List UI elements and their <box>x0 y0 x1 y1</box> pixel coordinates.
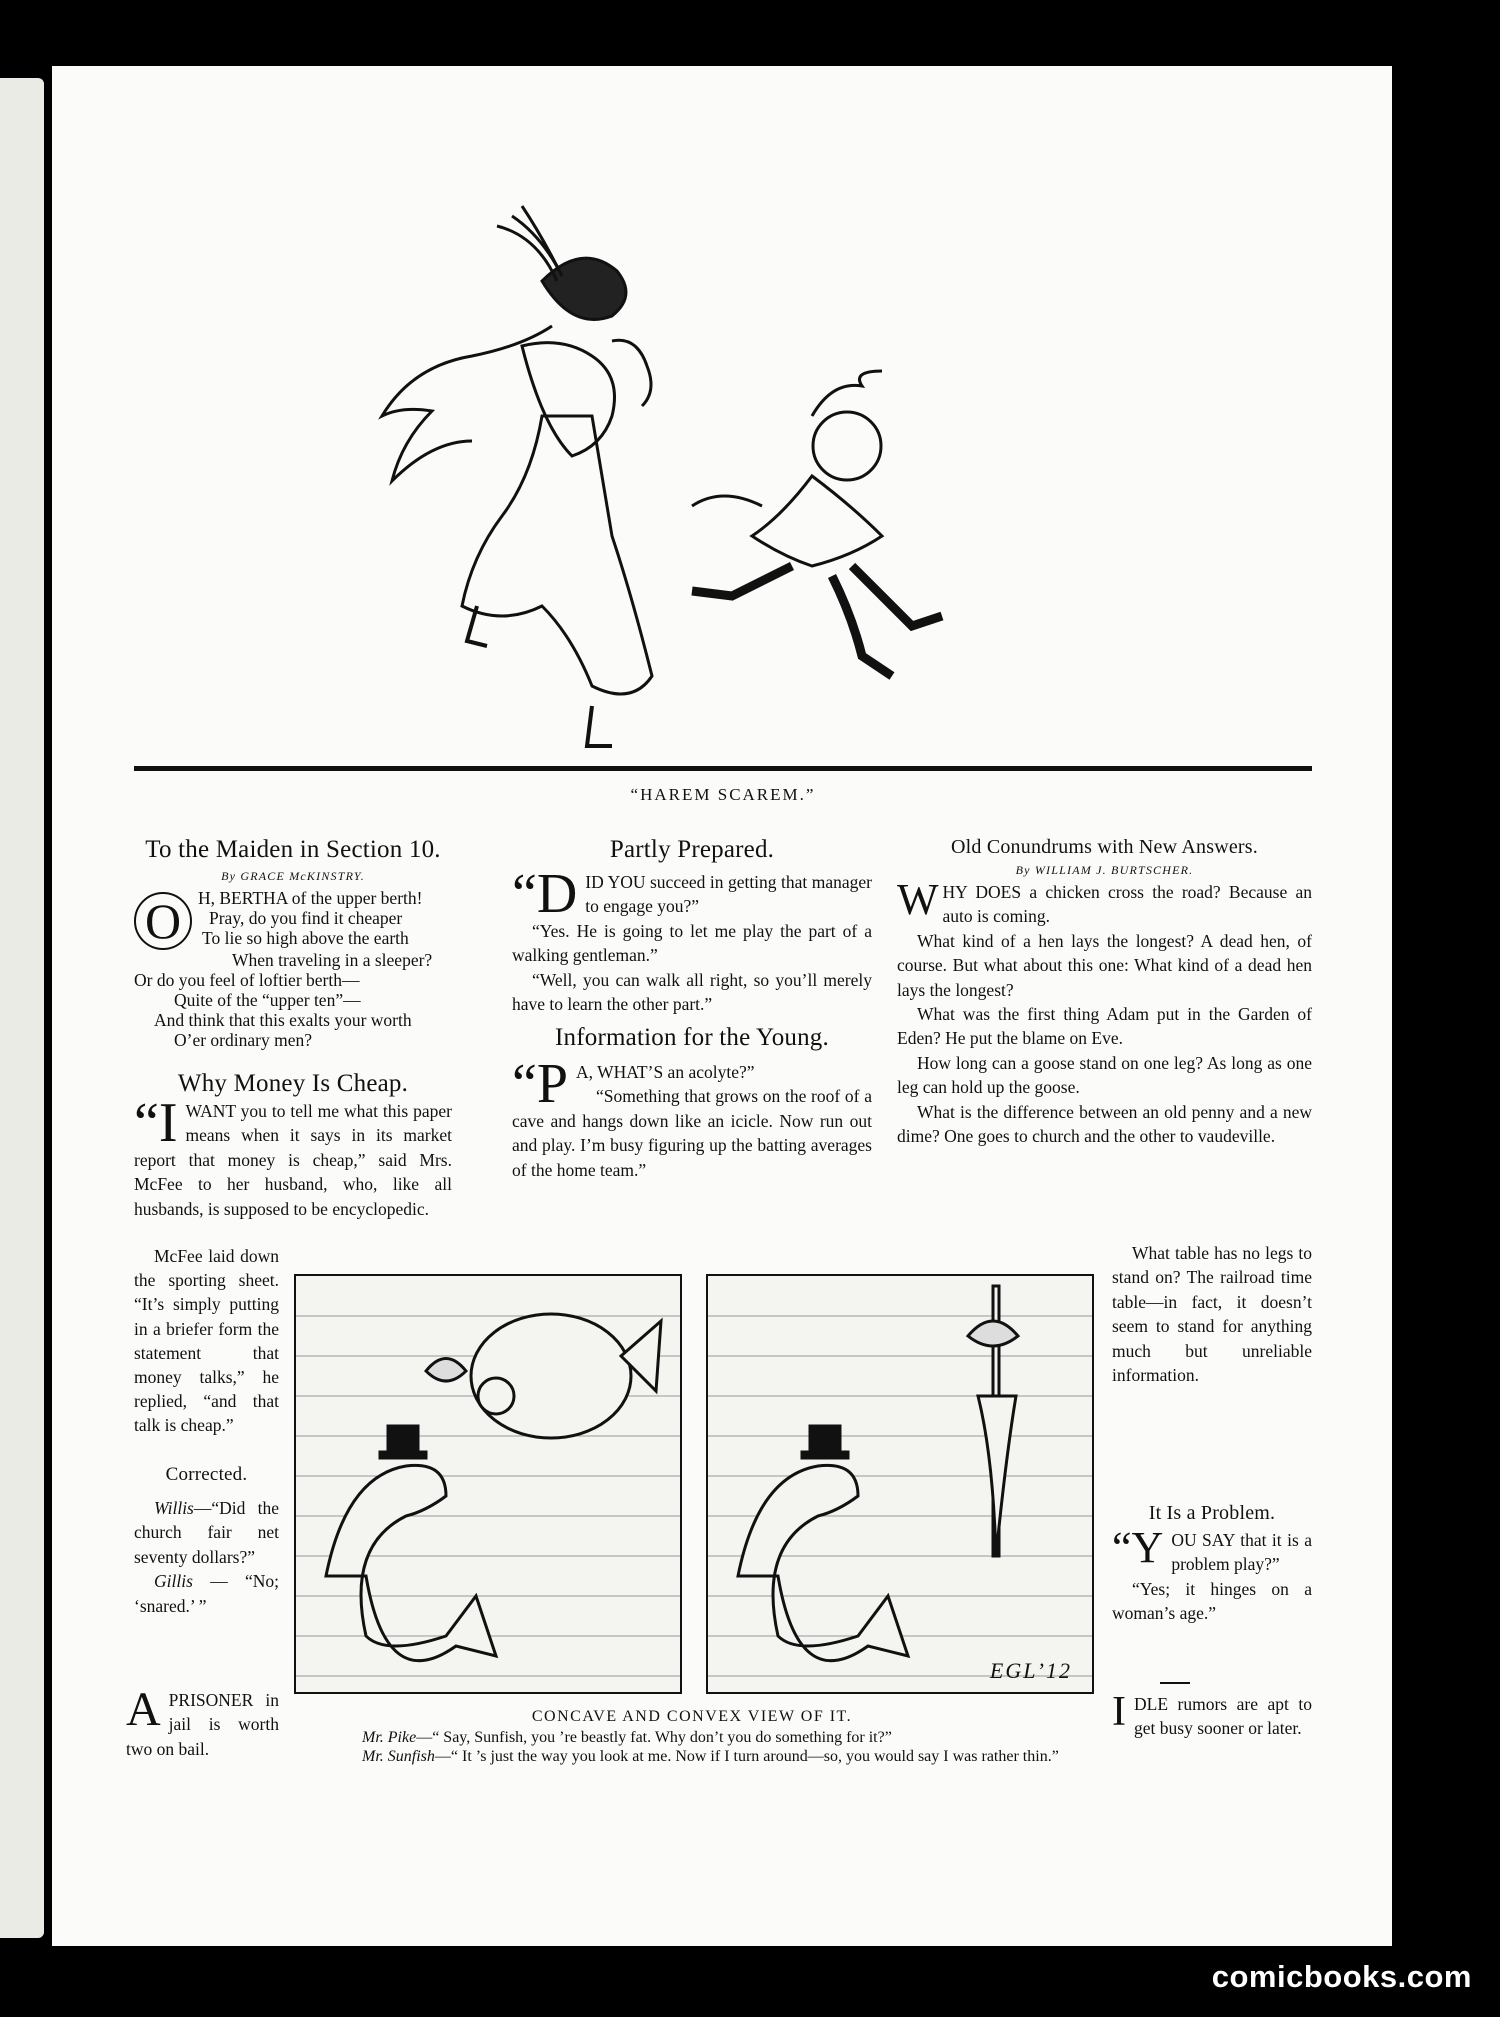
conundrums-byline: By WILLIAM J. BURTSCHER. <box>1015 863 1194 877</box>
prisoner-dropcap: A <box>126 1683 161 1736</box>
conundrums-dropcap: W <box>897 875 939 924</box>
money-paragraph: WANT you to tell me what this paper means when it says in its market report that money is cheap,” said Mrs. McFee to her husband, who, like all husbands, is supposed to be encyclopedic. <box>134 1101 452 1219</box>
verse-line: Or do you feel of loftier berth— <box>134 970 360 990</box>
section-divider <box>1160 1682 1190 1684</box>
fish-caption-title: CONCAVE AND CONVEX VIEW OF IT. <box>531 1708 853 1725</box>
speaker: Willis <box>154 1498 194 1518</box>
idle-article <box>1112 1689 1312 1741</box>
corrected-title: Corrected. <box>165 1464 248 1485</box>
dialogue: —“ It ’s just the way you look at me. Now if I turn around—so, you would say I was rather thin.” <box>434 1748 1059 1765</box>
dialogue: —“ Say, Sunfish, you ’re beastly fat. Why don’t you do something for it?” <box>416 1729 892 1746</box>
problem-title: It Is a Problem. <box>1148 1502 1276 1524</box>
facing-page-edge <box>0 78 44 1938</box>
conundrums-title: Old Conundrums with New Answers. <box>951 836 1258 858</box>
problem-dropcap: “Y <box>1112 1523 1164 1572</box>
info-paragraph: “Something that grows on the roof of a cave and hangs down like an icicle. Now run out and play. I’m busy figuring up the batting averages of the home team.” <box>512 1086 872 1180</box>
conundrums-article-cont <box>1112 1241 1312 1387</box>
watermark: comicbooks.com <box>1211 1959 1472 1994</box>
artist-signature: EGL’12 <box>989 1658 1072 1683</box>
money-article-cont <box>134 1244 279 1438</box>
money-title: Why Money Is Cheap. <box>177 1070 409 1097</box>
ground-rule <box>134 766 1312 771</box>
info-dropcap: “P <box>512 1053 568 1115</box>
partly-title: Partly Prepared. <box>609 836 775 863</box>
problem-article <box>1112 1523 1312 1626</box>
money-dropcap: “I <box>134 1092 178 1154</box>
prisoner-paragraph: PRISONER in jail is worth two on bail. <box>126 1690 279 1759</box>
money-article <box>134 1092 452 1221</box>
partly-paragraph: ID YOU succeed in getting that manager to engage you?” <box>585 872 872 917</box>
conundrum-paragraph: What is the difference between an old penny and a new dime? One goes to church and the other to vaudeville. <box>897 1101 1312 1147</box>
idle-dropcap: I <box>1112 1689 1126 1735</box>
verse-line: O’er ordinary men? <box>174 1030 312 1050</box>
conundrum-paragraph: What was the first thing Adam put in the Garden of Eden? He put the blame on Eve. <box>897 1004 1312 1049</box>
problem-paragraph: OU SAY that it is a problem play?” <box>1171 1530 1312 1575</box>
fish-caption-dialogue <box>322 1728 1122 1766</box>
cartoon-caption: “HAREM SCAREM.” <box>630 785 816 804</box>
partly-article <box>512 863 872 1016</box>
speaker: Gillis <box>154 1571 193 1592</box>
partly-paragraph: “Well, you can walk all right, so you’ll merely have to learn the other part.” <box>512 969 872 1015</box>
info-article <box>512 1053 872 1182</box>
problem-paragraph: “Yes; it hinges on a woman’s age.” <box>1112 1578 1312 1624</box>
poem-title: To the Maiden in Section 10. <box>145 836 441 863</box>
prisoner-article <box>126 1683 279 1761</box>
conundrum-paragraph: What kind of a hen lays the longest? A dead hen, of course. But what about this one: What kind of a dead hen lays the longest? <box>897 930 1312 1000</box>
harem-scarem-illustration <box>292 186 1152 826</box>
money-paragraph: McFee laid down the sporting sheet. “It’s simply putting in a briefer form the statement that money talks,” he replied, “and that talk is cheap.” <box>134 1246 279 1436</box>
poem-dropcap: O <box>134 892 192 950</box>
info-title: Information for the Young. <box>555 1024 829 1051</box>
info-paragraph: A, WHAT’S an acolyte?” <box>576 1062 755 1082</box>
magazine-page <box>52 66 1392 1946</box>
partly-dropcap: “D <box>512 863 578 925</box>
conundrums-article <box>897 875 1312 1148</box>
dialogue: — “No; ‘snared.’ ” <box>134 1571 279 1616</box>
speaker: Mr. Pike <box>362 1729 417 1746</box>
verse-line: Quite of the “upper ten”— <box>174 990 361 1010</box>
verse-line: To lie so high above the earth <box>202 928 409 948</box>
verse-line: H, BERTHA of the upper berth! <box>198 888 423 908</box>
conundrum-paragraph: What table has no legs to stand on? The railroad time table—in fact, it doesn’t seem to stand for anything much but unreliable information. <box>1112 1243 1312 1386</box>
conundrum-paragraph: HY DOES a chicken cross the road? Because an auto is coming. <box>942 882 1312 927</box>
dialogue: —“Did the church fair net seventy dollars?” <box>134 1498 279 1567</box>
conundrum-paragraph: How long can a goose stand on one leg? As long as one leg can hold up the goose. <box>897 1052 1312 1098</box>
fish-panel-left <box>294 1274 682 1694</box>
poem-byline: By GRACE McKINSTRY. <box>221 869 365 883</box>
fish-panel-right <box>706 1274 1094 1694</box>
verse-line: And think that this exalts your worth <box>154 1010 412 1030</box>
corrected-article <box>134 1496 279 1618</box>
idle-paragraph: DLE rumors are apt to get busy sooner or later. <box>1134 1694 1312 1739</box>
speaker: Mr. Sunfish <box>362 1748 435 1765</box>
poem-verse <box>134 888 452 1050</box>
partly-paragraph: “Yes. He is going to let me play the part of a walking gentleman.” <box>512 920 872 966</box>
verse-line: When traveling in a sleeper? <box>232 950 433 970</box>
verse-line: Pray, do you find it cheaper <box>209 908 403 928</box>
